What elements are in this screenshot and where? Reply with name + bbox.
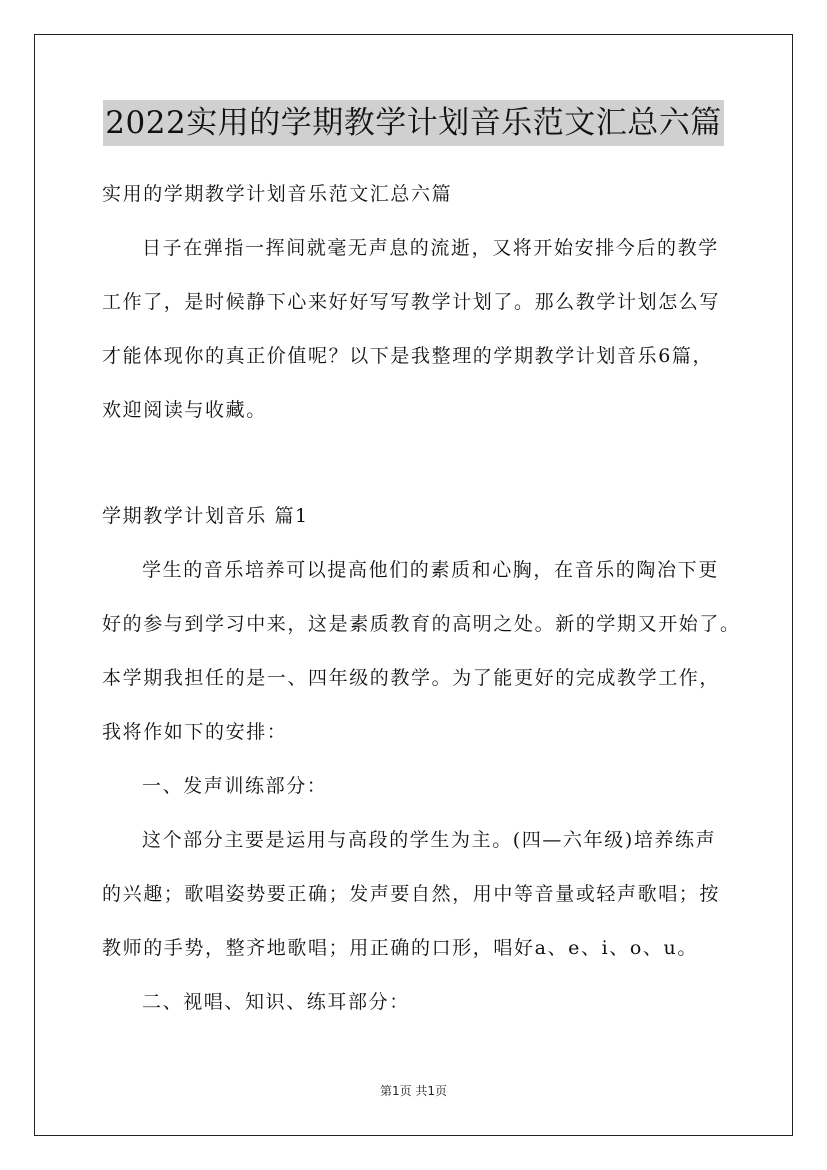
part2-heading: 二、视唱、知识、练耳部分： bbox=[142, 991, 410, 1013]
part1-line: 教师的手势，整齐地歌唱；用正确的口形，唱好a、e、i、o、u。 bbox=[102, 937, 698, 959]
title-wrap bbox=[0, 100, 827, 146]
section-heading: 学期教学计划音乐 篇1 bbox=[102, 505, 309, 527]
section-para-line: 学生的音乐培养可以提高他们的素质和心胸，在音乐的陶冶下更 bbox=[142, 559, 719, 581]
document-body bbox=[102, 172, 742, 1034]
page-footer: 第1页 共1页 bbox=[379, 1084, 448, 1098]
document-subtitle: 实用的学期教学计划音乐范文汇总六篇 bbox=[102, 183, 453, 205]
part1-heading: 一、发声训练部分： bbox=[142, 775, 328, 797]
section-para-line: 本学期我担任的是一、四年级的教学。为了能更好的完成教学工作， bbox=[102, 667, 721, 689]
intro-line: 工作了，是时候静下心来好好写写教学计划了。那么教学计划怎么写 bbox=[102, 291, 721, 313]
section-para-line: 我将作如下的安排： bbox=[102, 721, 288, 743]
intro-line: 才能体现你的真正价值呢？以下是我整理的学期教学计划音乐6篇， bbox=[102, 345, 714, 367]
part1-line: 这个部分主要是运用与高段的学生为主。(四—六年级)培养练声 bbox=[142, 829, 717, 851]
intro-line: 欢迎阅读与收藏。 bbox=[102, 399, 267, 421]
section-para-line: 好的参与到学习中来，这是素质教育的高明之处。新的学期又开始了。 bbox=[102, 613, 741, 635]
paragraph-gap bbox=[102, 442, 742, 494]
part1-line: 的兴趣；歌唱姿势要正确；发声要自然，用中等音量或轻声歌唱；按 bbox=[102, 883, 721, 905]
intro-line: 日子在弹指一挥间就毫无声息的流逝，又将开始安排今后的教学 bbox=[142, 237, 719, 259]
document-title: 2022实用的学期教学计划音乐范文汇总六篇 bbox=[103, 100, 723, 146]
